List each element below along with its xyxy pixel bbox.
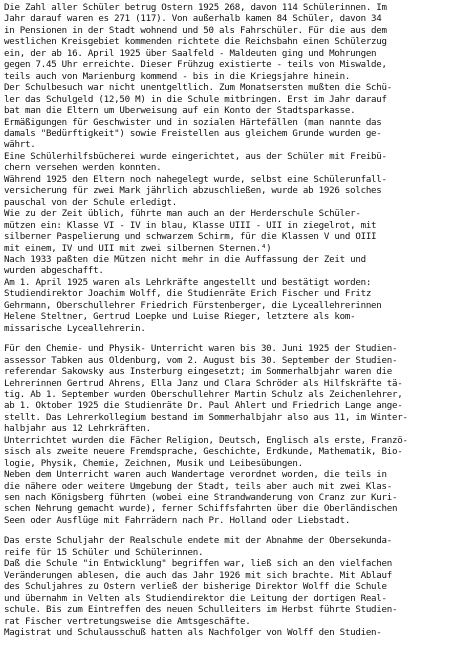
- text-line: in Pensionen in der Stadt wohnend und 50 als Fahrschüler. Für die aus dem: [4, 25, 387, 36]
- text-line: teils auch von Marienburg kommend - bis in die Kriegsjahre hinein.: [4, 71, 351, 82]
- text-line: stellt. Das Lehrerkollegium bestand im Sommerhalbjahr also aus 11, im Winter-: [4, 412, 408, 423]
- text-line: silberner Paspelierung und schwarzem Schirm, für die Klassen V und OIII: [4, 232, 377, 243]
- text-line: Das erste Schuljahr der Realschule endete mit der Abnahme der Obersekunda-: [4, 536, 393, 547]
- text-line: Der Schulbesuch war nicht unentgeltlich. Zum Monatsersten mußten die Schü-: [4, 83, 393, 94]
- text-line: schule. Bis zum Eintreffen des neuen Schulleiters im Herbst führte Studien-: [4, 605, 398, 616]
- text-line: Während 1925 den Eltern noch nahegelegt wurde, selbst eine Schülerunfall-: [4, 174, 387, 185]
- text-line: Helene Steltner, Gertrud Loepke und Luise Rieger, letztere als kom-: [4, 312, 356, 323]
- text-line: sisch als zweite neuere Fremdsprache, Geschichte, Erdkunde, Mathematik, Bio-: [4, 447, 403, 458]
- text-line: rat Fischer vertretungsweise die Amtsgeschäfte.: [4, 616, 251, 627]
- paragraph-gap: [4, 335, 452, 344]
- text-line: pauschal von der Schule erledigt.: [4, 197, 178, 208]
- text-line: schen Nehrung gemacht wurde), ferner Schiffsfahrten über die Oberländischen: [4, 504, 398, 515]
- text-line: währt.: [4, 140, 36, 151]
- text-line: und übernahm in Velten als Studiendirektor die Leitung der dortigen Real-: [4, 593, 387, 604]
- text-line: Unterrichtet wurden die Fächer Religion, Deutsch, Englisch als erste, Franzö-: [4, 435, 408, 446]
- text-line: Magistrat und Schulausschuß hatten als Nachfolger von Wolff den Studien-: [4, 628, 382, 639]
- text-line: mützen ein: Klasse VI - IV in blau, Klasse UIII - UII in ziegelrot, mit: [4, 220, 377, 231]
- text-line: wurden abgeschafft.: [4, 266, 104, 277]
- paragraph-gap: [4, 527, 452, 536]
- text-line: Gehrmann, Oberschullehrer Friedrich Fürstenberger, die Lyceallehrerinnen: [4, 300, 382, 311]
- text-line: versicherung für zwei Mark jährlich abzuschließen, wurde ab 1926 solches: [4, 186, 382, 197]
- text-line: mit einem, IV und UII mit zwei silbernen Sternen.⁴): [4, 243, 272, 254]
- text-line: ab 1. Oktober 1925 die Studienräte Dr. Paul Ahlert und Friedrich Lange ange-: [4, 401, 403, 412]
- text-line: Wie zu der Zeit üblich, führte man auch an der Herderschule Schüler-: [4, 209, 361, 220]
- text-line: halbjahr aus 12 Lehrkräften.: [4, 424, 151, 435]
- text-line: Daß die Schule "in Entwicklung" begriffen war, ließ sich an den vielfachen: [4, 559, 393, 570]
- text-line: bat man die Eltern um Überweisung auf ein Konto der Stadtsparkasse.: [4, 106, 356, 117]
- text-line: Studiendirektor Joachim Wolff, die Studienräte Erich Fischer und Fritz: [4, 289, 372, 300]
- text-line: missarische Lyceallehrerin.: [4, 323, 146, 334]
- text-line: ler das Schulgeld (12,50 M) in die Schule mitbringen. Erst im Jahr darauf: [4, 94, 387, 105]
- text-line: Veränderungen ablesen, die auch das Jahr 1926 mit sich brachte. Mit Ablauf: [4, 570, 393, 581]
- text-line: gegen 7.45 Uhr erreichte. Dieser Frühzug existierte - teils von Miswalde,: [4, 60, 387, 71]
- text-line: Lehrerinnen Gertrud Ahrens, Ella Janz und Clara Schröder als Hilfskräfte tä-: [4, 378, 403, 389]
- text-line: chern versehen werden konnten.: [4, 163, 162, 174]
- text-line: damals "Bedürftigkeit") sowie Freistellen aus gleichem Grunde wurden ge-: [4, 128, 382, 139]
- text-line: referendar Sakowsky aus Insterburg eingesetzt; im Sommerhalbjahr waren die: [4, 367, 393, 378]
- text-line: ein, der ab 16. April 1925 über Saalfeld - Maldeuten ging und Mohrungen: [4, 48, 377, 59]
- text-line: Für den Chemie- und Physik- Unterricht waren bis 30. Juni 1925 der Studien-: [4, 344, 398, 355]
- text-line: Seen oder Ausflüge mit Fahrrädern nach Pr. Holland oder Liebstadt.: [4, 515, 351, 526]
- text-line: Die Zahl aller Schüler betrug Ostern 1925 268, davon 114 Schülerinnen. Im: [4, 3, 387, 13]
- text-line: Nach 1933 paßten die Mützen nicht mehr in die Auffassung der Zeit und: [4, 254, 366, 265]
- text-line: des Schuljahres zu Ostern verließ der bisherige Direktor Wolff die Schule: [4, 582, 387, 593]
- text-line: sen nach Königsberg führten (wobei eine Strandwanderung von Cranz zur Kuri-: [4, 493, 398, 504]
- text-line: assessor Tabken aus Oldenburg, vom 2. August bis 30. September der Studien-: [4, 355, 398, 366]
- text-line: Neben dem Unterricht waren auch Wandertage verordnet worden, die teils in: [4, 470, 387, 481]
- text-line: Am 1. April 1925 waren als Lehrkräfte angestellt und bestätigt worden:: [4, 277, 372, 288]
- text-line: reife für 15 Schüler und Schülerinnen.: [4, 547, 204, 558]
- text-line: Jahr darauf waren es 271 (117). Von außerhalb kamen 84 Schüler, davon 34: [4, 14, 382, 25]
- text-line: westlichen Kreisgebiet kommenden richtete die Reichsbahn einen Schülerzug: [4, 37, 387, 48]
- text-line: Ermäßigungen für Geschwister und in sozialen Härtefällen (man nannte das: [4, 117, 382, 128]
- text-line: tig. Ab 1. September wurden Oberschullehrer Martin Schulz als Zeichenlehrer,: [4, 389, 403, 400]
- text-line: Eine Schülerhilfsbücherei wurde eingerichtet, aus der Schüler mit Freibü-: [4, 151, 387, 162]
- text-line: logie, Physik, Chemie, Zeichnen, Musik und Leibesübungen.: [4, 458, 303, 469]
- text-line: die nähere oder weitere Umgebung der Stadt, teils aber auch mit zwei Klas-: [4, 481, 393, 492]
